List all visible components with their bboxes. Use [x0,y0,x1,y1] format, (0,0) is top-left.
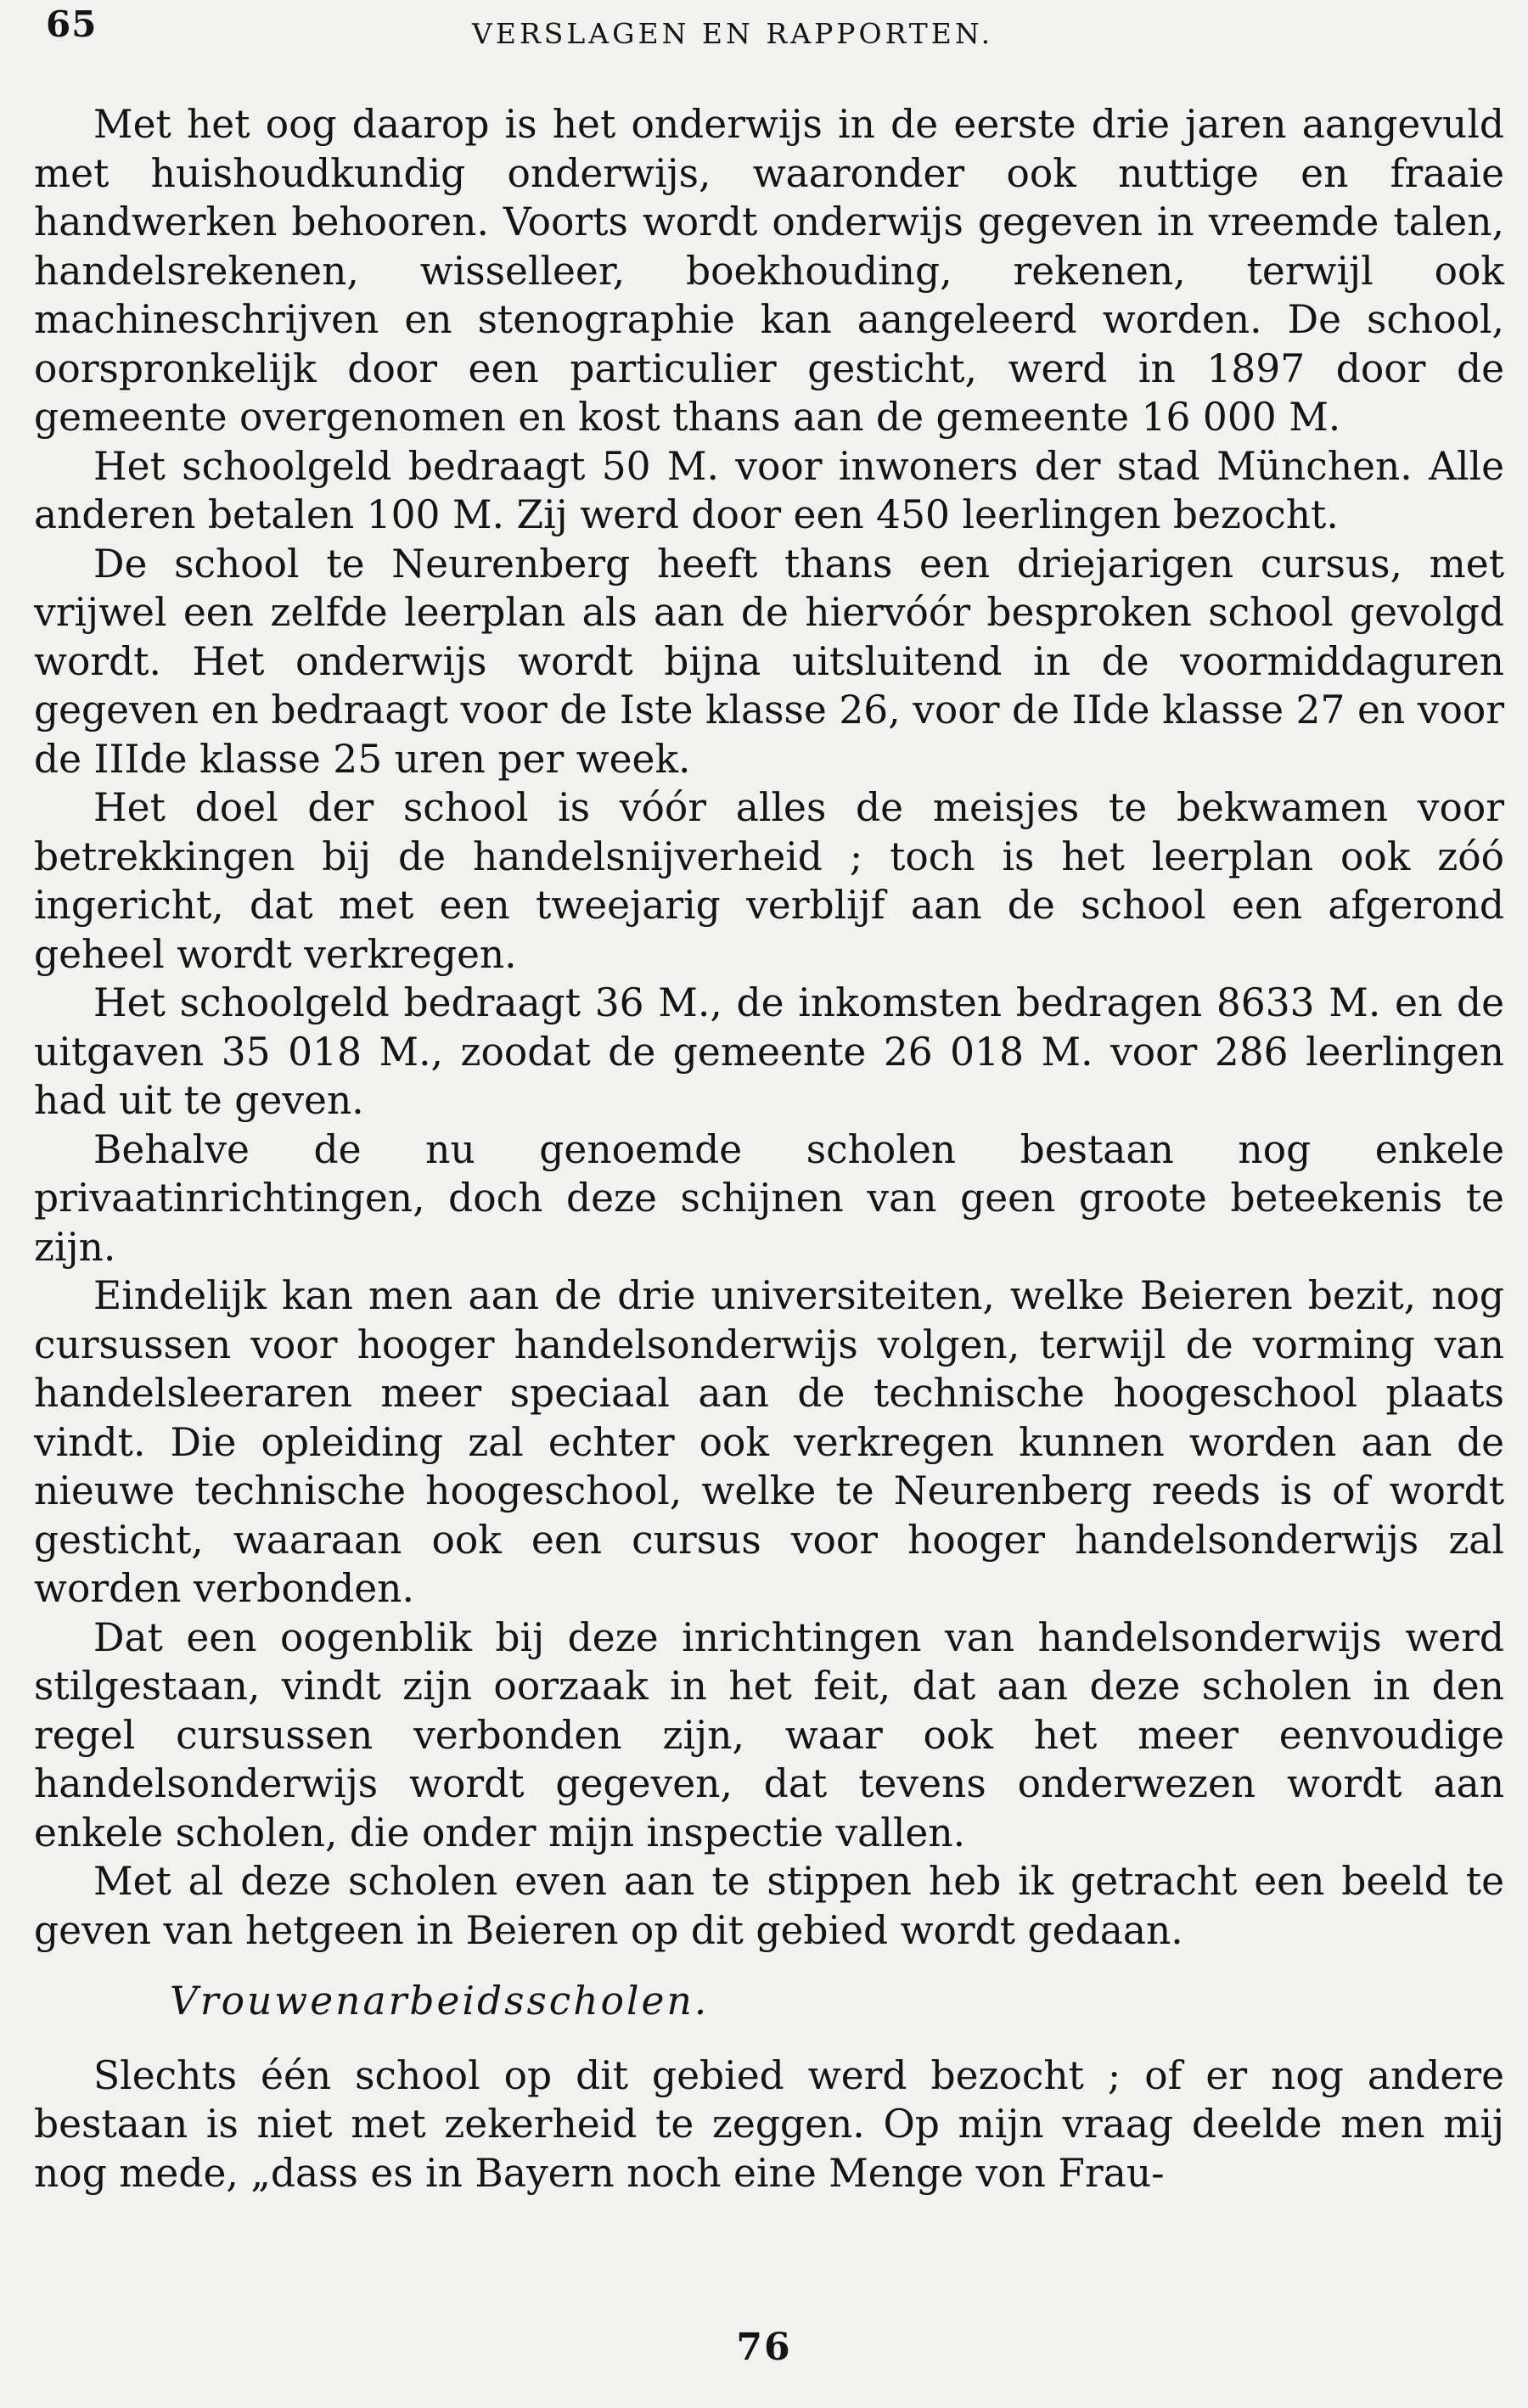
paragraph: Het schoolgeld bedraagt 36 M., de inkomsten bedragen 8633 M. en de uitgaven 35 018 M., zoodat de gemeente 26 018 M. voor 286 leerlingen had uit te geven. [34,980,1504,1123]
paragraph: Met het oog daarop is het onderwijs in de eerste drie jaren aangevuld met huishoudkundig onderwijs, waaronder ook nuttige en fraaie handwerken behooren. Voorts wordt onderwijs gegeven in vreemde talen, handelsrekenen, wisselleer, boekhouding, rekenen, terwijl ook machineschrijven en stenographie kan aangeleerd worden. De school, oorspronkelijk door een particulier gesticht, werd in 1897 door de gemeente overgenomen en kost thans aan de gemeente 16 000 M. [34,102,1504,440]
paragraph: Behalve de nu genoemde scholen bestaan nog enkele privaatinrichtingen, doch deze schijnen van geen groote beteekenis te zijn. [34,1126,1504,1270]
section-heading: Vrouwenarbeidsscholen. [170,1979,710,2024]
header-page-number: 65 [46,3,98,45]
paragraph: Het doel der school is vóór alles de meisjes te bekwamen voor betrekkingen bij de handelsnijverheid ; toch is het leerplan ook zóó ingericht, dat met een tweejarig verblijf aan de school een afgerond geheel wordt verkregen. [34,785,1504,977]
closing-paragraph: Slechts één school op dit gebied werd bezocht ; of er nog andere bestaan is niet met zekerheid te zeggen. Op mijn vraag deelde men mij nog mede, „dass es in Bayern noch eine Menge von Frau- [34,2052,1504,2196]
footer-page-number: 76 [736,2326,792,2369]
page-header [31,0,1508,68]
paragraph: Het schoolgeld bedraagt 50 M. voor inwoners der stad München. Alle anderen betalen 100 M. Zij werd door een 450 leerlingen bezocht. [34,443,1504,537]
body-text [34,100,1504,2198]
running-title: VERSLAGEN EN RAPPORTEN. [472,17,994,50]
paragraph: Met al deze scholen even aan te stippen heb ik getracht een beeld te geven van hetgeen in Beieren op dit gebied wordt gedaan. [34,1859,1504,1953]
paragraph: De school te Neurenberg heeft thans een driejarigen cursus, met vrijwel een zelfde leerplan als aan de hiervóór besproken school gevolgd wordt. Het onderwijs wordt bijna uitsluitend in de voormiddaguren gegeven en bedraagt voor de Iste klasse 26, voor de IIde klasse 27 en voor de IIIde klasse 25 uren per week. [34,541,1504,782]
paragraph: Dat een oogenblik bij deze inrichtingen van handelsonderwijs werd stilgestaan, vindt zijn oorzaak in het feit, dat aan deze scholen in den regel cursussen verbonden zijn, waar ook het meer eenvoudige handelsonderwijs wordt gegeven, dat tevens onderwezen wordt aan enkele scholen, die onder mijn inspectie vallen. [34,1614,1504,1855]
paragraph: Eindelijk kan men aan de drie universiteiten, welke Beieren bezit, nog cursussen voor hooger handelsonderwijs volgen, terwijl de vorming van handelsleeraren meer speciaal aan de technische hoogeschool plaats vindt. Die opleiding zal echter ook verkregen kunnen worden aan de nieuwe technische hoogeschool, welke te Neurenberg reeds is of wordt gesticht, waaraan ook een cursus voor hooger handelsonderwijs zal worden verbonden. [34,1273,1504,1611]
